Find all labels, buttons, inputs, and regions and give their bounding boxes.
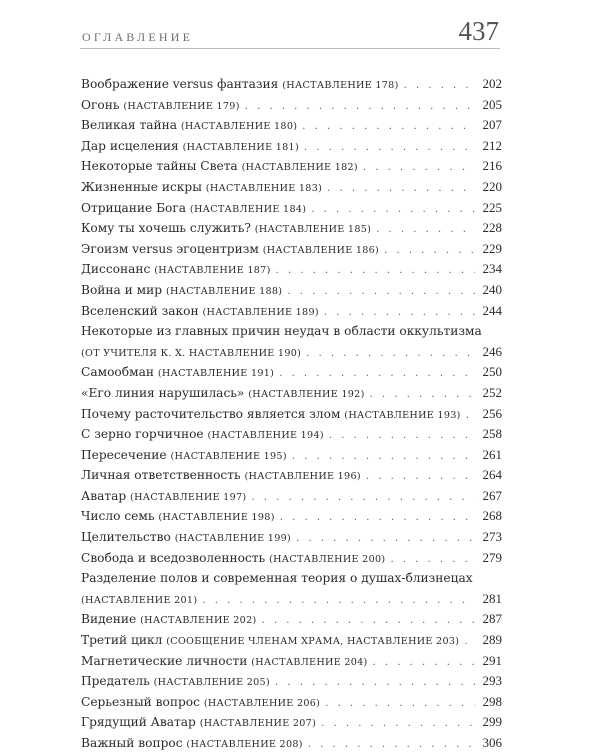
dot-leader [329,426,475,447]
toc-entry-title [81,280,282,303]
toc-entry-row [81,95,502,116]
toc-entry-title-text: Магнетические личности [81,653,248,668]
toc-entry-page-number: 202 [482,76,502,91]
toc-entry-row [81,692,502,713]
dot-leader [280,508,475,529]
dot-leader [251,488,475,509]
toc-entry-page-number: 267 [482,487,502,503]
toc-entry-instruction-note: (НАСТАВЛЕНИЕ 193) [344,409,461,421]
toc-entry [81,424,502,445]
toc-entry-title-text: Почему расточительство является злом [81,406,341,421]
toc-entry-instruction-note: (НАСТАВЛЕНИЕ 204) [251,656,368,668]
dot-leader [404,76,475,97]
toc-entry-title-text: Целительство [81,530,171,545]
toc-entry-row [81,527,502,548]
toc-entry [81,445,502,466]
toc-entry-title-text: Пересечение [81,447,167,462]
toc-entry-page-number: 205 [482,96,502,112]
dot-leader [304,138,475,159]
toc-entry-instruction-note: (НАСТАВЛЕНИЕ 197) [130,491,247,503]
toc-entry-title [81,630,459,653]
toc-entry-title-text: Серьезный вопрос [81,694,200,709]
toc-entry [81,259,502,280]
toc-entry-title [81,342,301,365]
dot-leader [321,714,475,735]
toc-entry-title [81,177,322,200]
toc-entry-title [81,362,274,385]
toc-entry [81,156,502,177]
toc-entry-row [81,74,502,95]
toc-entry-page-number: 258 [482,426,502,442]
dot-leader [324,303,475,324]
toc-entry-instruction-note: (НАСТАВЛЕНИЕ 187) [154,265,271,277]
toc-entry-row [81,445,502,466]
dot-leader [276,261,475,282]
toc-entry-page-number: 220 [482,178,502,194]
dot-leader [376,220,475,241]
dot-leader [390,550,475,571]
toc-entry-instruction-note: (НАСТАВЛЕНИЕ 184) [189,203,307,215]
toc-entry [81,733,502,754]
toc-entry-title-text: С зерно горчичное [81,427,204,442]
toc-entry-instruction-note: (НАСТАВЛЕНИЕ 206) [203,697,321,709]
toc-entry-title-text: Аватар [81,488,127,503]
toc-entry [81,136,502,157]
toc-entry-title-text: Отрицание Бога [81,200,187,215]
toc-entry-title [81,198,306,221]
toc-entry-title-text: Вселенский закон [81,303,199,318]
toc-entry-title-text: Третий цикл [81,633,163,648]
toc-entry-row [81,198,502,219]
toc-entry-page-number: 225 [482,199,502,215]
toc-entry-title-text: Война и мир [81,282,163,297]
toc-entry-title [81,445,287,468]
dot-leader [325,694,475,715]
toc-entry-title [81,115,297,138]
toc-entry-title [81,404,461,427]
toc-entry-title [81,136,299,159]
page-number: 437 [458,16,499,46]
toc-entry [81,218,502,239]
toc-entry-instruction-note: (НАСТАВЛЕНИЕ 207) [199,718,317,730]
dot-leader [296,529,475,550]
toc-entry-instruction-note: (НАСТАВЛЕНИЕ 199) [174,533,292,545]
toc-entry [81,630,502,651]
toc-entry-row [81,136,502,157]
toc-entry-row [81,548,502,569]
toc-entry-title-text: Диссонанс [81,262,151,277]
toc-entry-instruction-note: (НАСТАВЛЕНИЕ 195) [170,450,287,462]
toc-entry [81,404,502,425]
toc-entry-row [81,609,502,630]
toc-entry-title-text: Огонь [81,97,120,112]
toc-entry-title-text: Некоторые тайны Света [81,159,238,174]
toc-entry-title [81,95,240,118]
toc-entry-title-text: Эгоизм versus эгоцентризм [81,241,259,256]
toc-entry-instruction-note: (НАСТАВЛЕНИЕ 180) [180,121,298,133]
toc-entry-title-text: Грядущий Аватар [81,715,196,730]
toc-entry-page-number: 207 [482,117,502,133]
toc-entry-row [81,342,502,363]
toc-entry-row [81,589,502,610]
toc-entry-title-text: Кому ты хочешь служить? [81,221,251,236]
toc-entry-instruction-note: (НАСТАВЛЕНИЕ 201) [81,594,198,606]
toc-entry [81,198,502,219]
toc-entry-instruction-note: (НАСТАВЛЕНИЕ 205) [153,677,271,689]
toc-entry-title-line: Разделение полов и современная теория о душах-близнецах [81,571,473,586]
toc-entry-page-number: 261 [482,446,502,462]
toc-entry-title [81,465,361,488]
toc-entry-title [81,74,399,97]
dot-leader [384,241,475,262]
toc-entry [81,465,502,486]
toc-entry-title-text: Жизненные искры [81,179,202,194]
toc-entry-instruction-note: (НАСТАВЛЕНИЕ 194) [207,430,324,442]
dot-leader [302,117,475,138]
dot-leader [306,344,475,365]
toc-entry-instruction-note: (НАСТАВЛЕНИЕ 200) [269,553,386,565]
toc-entry-row [81,630,502,651]
toc-entry-row [81,486,502,507]
toc-entry-instruction-note: (НАСТАВЛЕНИЕ 196) [244,471,361,483]
toc-entry-instruction-note: (НАСТАВЛЕНИЕ 188) [165,285,283,297]
toc-entry-page-number: 228 [482,220,502,236]
toc-entry [81,115,502,136]
dot-leader [308,735,475,756]
toc-entry-row [81,280,502,301]
toc-entry-title-line: Некоторые из главных причин неудач в области оккультизма [81,324,482,339]
toc-entry-instruction-note: (НАСТАВЛЕНИЕ 192) [248,388,365,400]
dot-leader [287,282,475,303]
toc-entry-title [81,424,324,447]
toc-entry [81,712,502,733]
toc-entry-title [81,712,316,735]
toc-entry-instruction-note: (НАСТАВЛЕНИЕ 179) [123,100,240,112]
toc-entry-row [81,651,502,672]
toc-entry-title-text: Свобода и вседозволенность [81,550,266,565]
dot-leader [245,97,475,118]
toc-entry-page-number: 234 [482,261,502,277]
toc-entry-title-text: Видение [81,612,137,627]
toc-entry-title [81,218,371,241]
toc-entry-instruction-note: (НАСТАВЛЕНИЕ 198) [158,512,275,524]
toc-entry [81,280,502,301]
header-rule [80,48,500,49]
dot-leader [464,632,475,653]
toc-entry-title [81,486,246,509]
toc-entry [81,651,502,672]
toc-entry [81,362,502,383]
dot-leader [311,200,475,221]
toc-entry-title-text: Предатель [81,674,150,689]
toc-entry-page-number: 293 [482,673,502,689]
toc-entry-row [81,177,502,198]
toc-entry-row [81,259,502,280]
dot-leader [292,447,475,468]
toc-entry-title [81,383,365,406]
dot-leader [279,364,475,385]
toc-entry-instruction-note: (НАСТАВЛЕНИЕ 178) [282,80,399,91]
toc-entry-instruction-note: (СООБЩЕНИЕ ЧЛЕНАМ ХРАМА, НАСТАВЛЕНИЕ 203) [166,636,460,648]
running-head: ОГЛАВЛЕНИЕ [82,30,194,44]
toc-entry-title [81,733,303,756]
toc-entry-instruction-note: (НАСТАВЛЕНИЕ 182) [241,162,358,174]
toc-entry [81,568,502,609]
dot-leader [466,406,475,427]
toc-entry [81,74,502,95]
toc-entry-title [81,506,275,529]
toc-entry-page-number: 306 [482,735,502,750]
toc-entry-instruction-note: (ОТ УЧИТЕЛЯ К. Х. НАСТАВЛЕНИЕ 190) [81,347,302,359]
toc-entry-title [81,671,270,694]
toc-entry-page-number: 264 [482,467,502,483]
toc-entry [81,95,502,116]
dot-leader [262,611,475,632]
toc-entry-instruction-note: (НАСТАВЛЕНИЕ 208) [186,739,303,750]
toc-entry [81,239,502,260]
toc-entry-title-text: Личная ответственность [81,468,241,483]
toc-entry-page-number: 212 [482,137,502,153]
toc-entry [81,177,502,198]
dot-leader [275,673,475,694]
toc-entry-row [81,218,502,239]
toc-entry-instruction-note: (НАСТАВЛЕНИЕ 202) [140,615,257,627]
toc-entry-row [81,156,502,177]
toc-entry-title [81,239,379,262]
toc-entry-page-number: 281 [482,590,502,606]
toc-entry-row [81,404,502,425]
toc-entry [81,609,502,630]
toc-entry-page-number: 299 [482,714,502,730]
dot-leader [202,591,475,612]
toc-entry-title [81,259,271,282]
toc-entry-title [81,527,291,550]
toc-entry-instruction-note: (НАСТАВЛЕНИЕ 186) [262,244,380,256]
toc-entry-row [81,506,502,527]
toc-entry [81,527,502,548]
toc-entry-title [81,589,197,612]
toc-entry-title [81,548,385,571]
toc-entry-page-number: 287 [482,611,502,627]
toc-entry [81,671,502,692]
toc-entry-page-number: 216 [482,158,502,174]
toc-entry-row [81,115,502,136]
toc-entry-title [81,609,257,632]
toc-entry-page-number: 289 [482,632,502,648]
toc-entry-row [81,301,502,322]
toc-entry-title [81,692,320,715]
toc-entry-row [81,733,502,754]
toc-entry-instruction-note: (НАСТАВЛЕНИЕ 181) [182,141,300,153]
toc-entry-row [81,383,502,404]
toc-entry-instruction-note: (НАСТАВЛЕНИЕ 191) [157,368,275,380]
toc-entry-title-text: Важный вопрос [81,736,183,750]
toc-entry-title-text: «Его линия нарушилась» [81,385,245,400]
toc-entry [81,486,502,507]
toc-entry-title [81,156,358,179]
toc-entry-row [81,239,502,260]
dot-leader [373,653,475,674]
toc-entry-page-number: 252 [482,384,502,400]
toc-entry [81,301,502,322]
toc-entry-instruction-note: (НАСТАВЛЕНИЕ 183) [205,182,323,194]
dot-leader [370,385,475,406]
toc-entry-row [81,465,502,486]
toc-entry-page-number: 240 [482,281,502,297]
toc-entry-page-number: 268 [482,508,502,524]
toc-entry-page-number: 273 [482,529,502,545]
toc-entry-title-text: Воображение versus фантазия [81,77,279,91]
toc-entry [81,321,502,362]
dot-leader [366,467,475,488]
toc-entry-instruction-note: (НАСТАВЛЕНИЕ 189) [202,306,319,318]
toc-entry [81,692,502,713]
toc-entry-page-number: 298 [482,693,502,709]
dot-leader [363,158,475,179]
toc-entry-title [81,651,368,674]
toc-entry-title-text: Число семь [81,509,155,524]
toc-entry-row [81,424,502,445]
toc-entry-page-number: 244 [482,302,502,318]
toc-entry-title [81,301,319,324]
toc-entry-page-number: 291 [482,652,502,668]
toc-entry-title-text: Великая тайна [81,118,178,133]
toc-entry-page-number: 256 [482,405,502,421]
toc-entry-row [81,671,502,692]
dot-leader [327,179,475,200]
toc-entry [81,548,502,569]
toc-entry-row [81,712,502,733]
toc-entry-page-number: 279 [482,549,502,565]
table-of-contents [81,74,502,754]
toc-entry-title-text: Самообман [81,365,154,380]
toc-entry-page-number: 229 [482,240,502,256]
toc-entry-title-text: Дар исцеления [81,138,179,153]
toc-entry-page-number: 250 [482,364,502,380]
toc-entry [81,383,502,404]
toc-entry-instruction-note: (НАСТАВЛЕНИЕ 185) [254,224,372,236]
toc-entry [81,506,502,527]
toc-entry-page-number: 246 [482,343,502,359]
toc-entry-row [81,362,502,383]
